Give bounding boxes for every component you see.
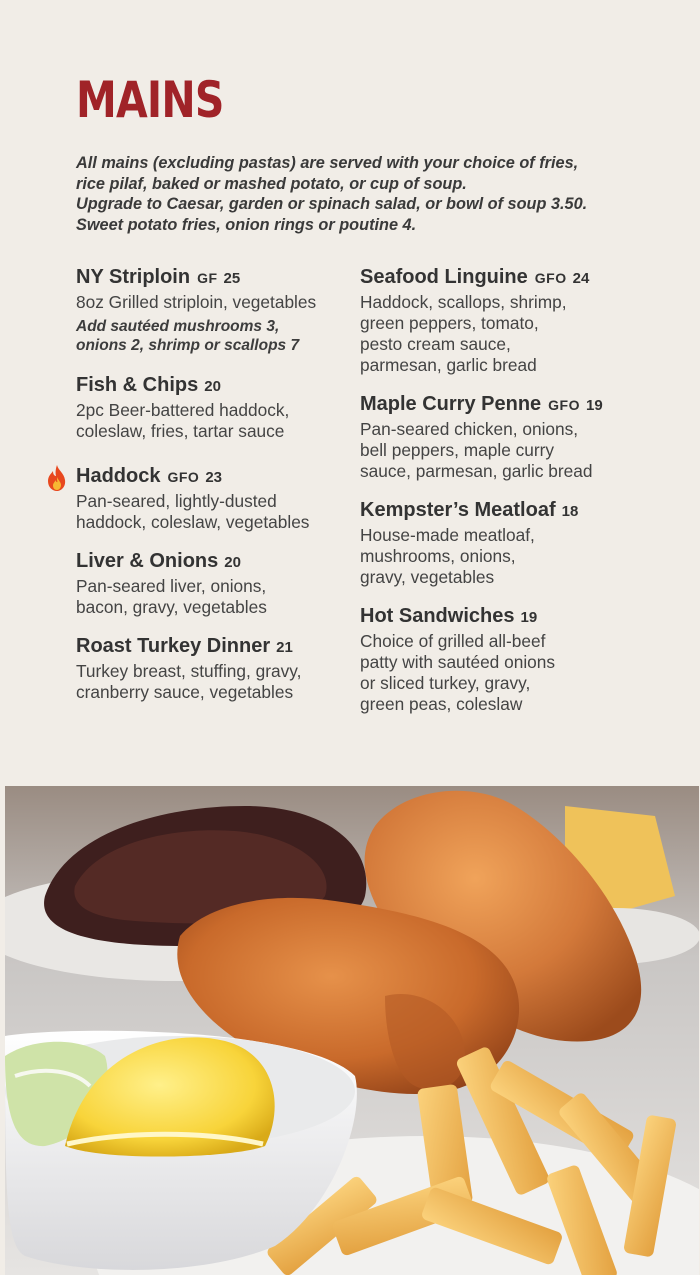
item-description-line: patty with sautéed onions xyxy=(360,652,556,672)
item-description-line: bell peppers, maple curry xyxy=(360,440,555,460)
item-description-line: green peas, coleslaw xyxy=(360,694,523,714)
intro-line: All mains (excluding pastas) are served with your choice of fries, xyxy=(76,154,579,172)
item-dietary-tag: GFO xyxy=(167,469,200,485)
item-description xyxy=(76,576,351,618)
item-addons xyxy=(76,317,351,355)
menu-column-right xyxy=(360,264,660,715)
item-description-line: 2pc Beer-battered haddock, xyxy=(76,400,290,420)
item-name: Liver & Onions xyxy=(76,550,219,572)
item-description xyxy=(360,525,660,588)
item-description-line: bacon, gravy, vegetables xyxy=(76,597,267,617)
menu-intro xyxy=(76,153,656,235)
item-description-line: or sliced turkey, gravy, xyxy=(360,673,531,693)
item-description-line: sauce, parmesan, garlic bread xyxy=(360,461,593,481)
item-name: Maple Curry Penne xyxy=(360,393,542,415)
item-description-line: parmesan, garlic bread xyxy=(360,355,537,375)
item-price: 19 xyxy=(586,397,603,414)
intro-line: Upgrade to Caesar, garden or spinach salad, or bowl of soup 3.50. xyxy=(76,195,588,213)
item-price: 20 xyxy=(224,554,241,571)
item-description xyxy=(76,491,351,533)
item-description-line: Pan-seared, lightly-dusted xyxy=(76,491,277,511)
item-description xyxy=(76,400,351,442)
menu-item-roast-turkey-dinner xyxy=(76,633,351,703)
item-price: 18 xyxy=(561,503,579,520)
menu-item-seafood-linguine xyxy=(360,264,660,376)
item-name: Haddock xyxy=(76,465,161,487)
item-description-line: Pan-seared chicken, onions, xyxy=(360,419,579,439)
item-price: 19 xyxy=(520,609,538,626)
menu-item-fish-and-chips xyxy=(76,372,351,442)
item-description-line: Turkey breast, stuffing, gravy, xyxy=(76,661,302,681)
menu-title: MAINS xyxy=(76,71,224,129)
item-addon-line: Add sautéed mushrooms 3, xyxy=(76,318,280,335)
item-description-line: Pan-seared liver, onions, xyxy=(76,576,267,596)
menu-item-maple-curry-penne xyxy=(360,391,660,482)
item-description-line: House-made meatloaf, xyxy=(360,525,535,545)
item-name: Seafood Linguine xyxy=(360,266,528,288)
menu-item-ny-striploin xyxy=(76,264,351,355)
item-name: Roast Turkey Dinner xyxy=(76,635,271,657)
item-dietary-tag: GFO xyxy=(534,270,567,286)
menu-item-hot-sandwiches xyxy=(360,603,660,715)
item-description xyxy=(76,292,351,313)
item-dietary-tag: GF xyxy=(197,270,218,286)
intro-line: Sweet potato fries, onion rings or poutine 4. xyxy=(76,215,417,234)
item-price: 23 xyxy=(205,469,222,486)
item-description-line: coleslaw, fries, tartar sauce xyxy=(76,421,285,441)
item-description-line: Choice of grilled all-beef xyxy=(360,631,546,651)
intro-line: rice pilaf, baked or mashed potato, or cup of soup. xyxy=(76,174,467,193)
menu-item-haddock xyxy=(76,463,351,533)
item-price: 24 xyxy=(572,270,590,287)
item-name: Fish & Chips xyxy=(76,374,199,396)
item-description xyxy=(360,419,660,482)
item-description-line: gravy, vegetables xyxy=(360,567,495,587)
item-addon-line: onions 2, shrimp or scallops 7 xyxy=(76,337,300,354)
item-description xyxy=(360,631,660,715)
item-description-line: haddock, coleslaw, vegetables xyxy=(76,512,310,532)
item-name: Kempster’s Meatloaf xyxy=(360,499,556,521)
menu-column-left xyxy=(76,264,351,703)
item-name: NY Striploin xyxy=(76,266,191,288)
item-description-line: mushrooms, onions, xyxy=(360,546,516,566)
item-description-line: green peppers, tomato, xyxy=(360,313,539,333)
item-description xyxy=(360,292,660,376)
item-description xyxy=(76,661,351,703)
fish-and-chips-photo xyxy=(5,786,699,1275)
item-price: 20 xyxy=(204,378,221,395)
item-name: Hot Sandwiches xyxy=(360,605,515,627)
item-description-line: 8oz Grilled striploin, vegetables xyxy=(76,292,317,312)
menu-item-liver-and-onions xyxy=(76,548,351,618)
flame-icon xyxy=(45,464,69,492)
item-dietary-tag: GFO xyxy=(548,397,581,413)
item-price: 21 xyxy=(276,639,293,656)
menu-item-kempsters-meatloaf xyxy=(360,497,660,588)
item-description-line: cranberry sauce, vegetables xyxy=(76,682,294,702)
item-description-line: pesto cream sauce, xyxy=(360,334,511,354)
item-price: 25 xyxy=(223,270,241,287)
item-description-line: Haddock, scallops, shrimp, xyxy=(360,292,567,312)
